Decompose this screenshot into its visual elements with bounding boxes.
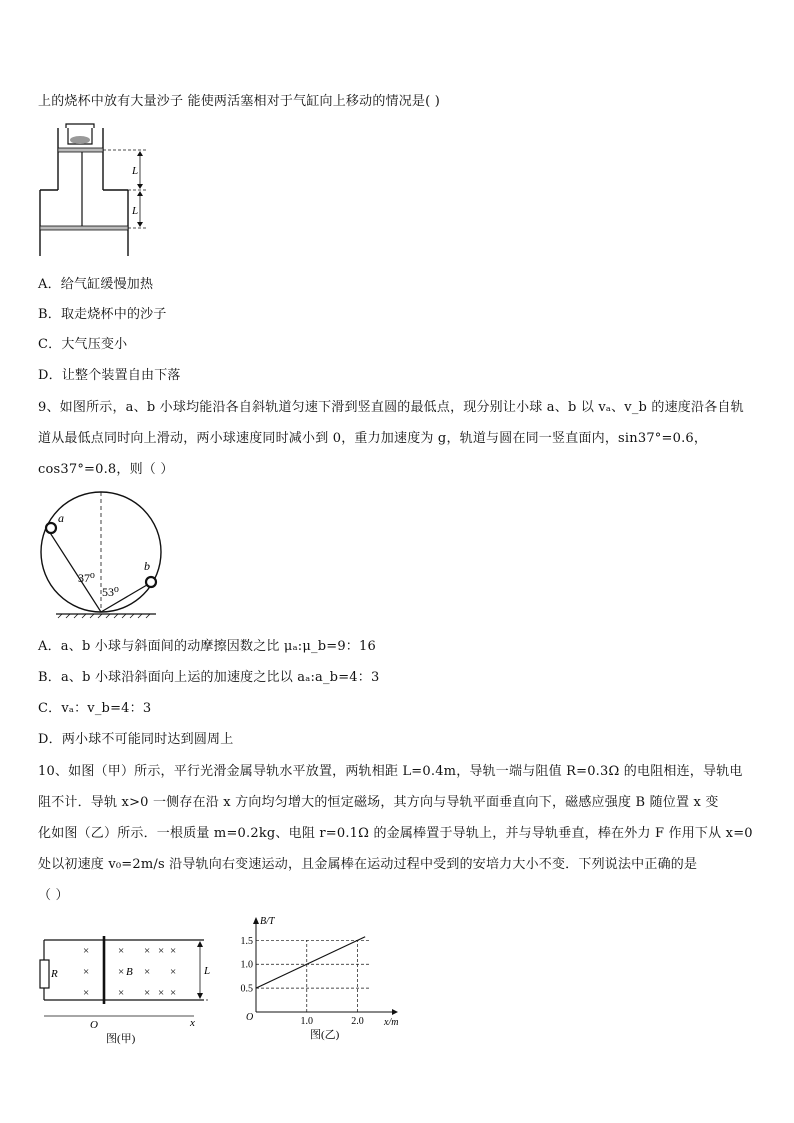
- q9-stem-line-1: 9、如图所示，a、b 小球均能沿各自斜轨道匀速下滑到竖直圆的最低点，现分别让小球 a、b 以 vₐ、v_b 的速度沿各自轨: [38, 400, 744, 415]
- field-cross: ×: [144, 945, 151, 957]
- q10-rail-figure: [38, 930, 218, 1050]
- chart-series-line: [256, 937, 365, 988]
- chart-y-tick-label: 1.5: [240, 935, 253, 947]
- chart-y-tick-label: 1.0: [240, 959, 253, 971]
- q9-label-a: a: [58, 511, 64, 525]
- q10-stem-line-5: （ ）: [38, 888, 69, 903]
- q9-angle-37: 37⁰: [78, 571, 95, 585]
- chart-x-label: x/m: [384, 1017, 399, 1028]
- field-cross: ×: [83, 945, 90, 957]
- q8-option-d: D．让整个装置自由下落: [38, 368, 181, 383]
- q9-stem-line-3: cos37°=0.8，则（ ）: [38, 462, 174, 477]
- q8-option-a: A．给气缸缓慢加热: [38, 277, 154, 292]
- chart-y-tick-label: 0.5: [240, 983, 253, 995]
- q8-option-b: B．取走烧杯中的沙子: [38, 307, 167, 322]
- q10-label-O: O: [90, 1019, 98, 1031]
- q10-caption-a: 图(甲): [106, 1033, 136, 1045]
- field-cross: ×: [170, 945, 177, 957]
- q10-label-L: L: [204, 965, 211, 977]
- chart-x-tick-label: 1.0: [300, 1016, 314, 1027]
- q8-label-L-top: L: [132, 165, 139, 177]
- q10-caption-b: 图(乙): [310, 1029, 340, 1041]
- field-cross: ×: [118, 945, 125, 957]
- q9-label-b: b: [144, 559, 150, 573]
- q10-label-R: R: [51, 968, 58, 980]
- q9-circle-figure: [38, 488, 178, 628]
- q9-stem-line-2: 道从最低点同时向上滑动，两小球速度同时减小到 0，重力加速度为 g，轨道与圆在同一竖直面内，sin37°=0.6，: [38, 431, 708, 446]
- q9-option-a: A．a、b 小球与斜面间的动摩擦因数之比 μₐ:μ_b=9：16: [38, 639, 376, 654]
- field-cross: ×: [83, 966, 90, 978]
- field-cross: ×: [83, 987, 90, 999]
- q9-option-c: C．vₐ：v_b=4：3: [38, 701, 152, 716]
- q9-option-d: D．两小球不可能同时达到圆周上: [38, 732, 234, 747]
- q8-label-L-bottom: L: [132, 205, 139, 217]
- chart-origin: O: [246, 1012, 254, 1023]
- q9-angle-53: 53⁰: [102, 585, 119, 599]
- q8-stem-tail: 上的烧杯中放有大量沙子 能使两活塞相对于气缸向上移动的情况是( ): [38, 94, 441, 109]
- field-cross: ×: [170, 987, 177, 999]
- chart-y-label: B/T: [260, 916, 275, 927]
- field-cross: ×: [118, 966, 125, 978]
- field-cross: ×: [144, 966, 151, 978]
- field-cross: ×: [158, 987, 165, 999]
- q10-stem-line-3: 化如图（乙）所示．一根质量 m=0.2kg、电阻 r=0.1Ω 的金属棒置于导轨上，并与导轨垂直，棒在外力 F 作用下从 x=0: [38, 826, 753, 841]
- field-cross: ×: [118, 987, 125, 999]
- q10-label-x: x: [190, 1017, 195, 1029]
- q10-stem-line-4: 处以初速度 v₀=2m/s 沿导轨向右变速运动，且金属棒在运动过程中受到的安培力大小不变．下列说法中正确的是: [38, 857, 698, 872]
- q10-stem-line-2: 阻不计．导轨 x>0 一侧存在沿 x 方向均匀增大的恒定磁场，其方向与导轨平面垂直向下，磁感应强度 B 随位置 x 变: [38, 795, 719, 810]
- q8-option-c: C．大气压变小: [38, 337, 128, 352]
- field-cross: ×: [170, 966, 177, 978]
- q10-label-B: B: [126, 966, 133, 978]
- chart-x-tick-label: 2.0: [351, 1016, 364, 1027]
- field-cross: ×: [158, 945, 165, 957]
- field-cross: ×: [144, 987, 151, 999]
- q10-stem-line-1: 10、如图（甲）所示，平行光滑金属导轨水平放置，两轨相距 L=0.4m，导轨一端与阻值 R=0.3Ω 的电阻相连，导轨电: [38, 764, 743, 779]
- q9-option-b: B．a、b 小球沿斜面向上运的加速度之比以 aₐ:a_b=4：3: [38, 670, 380, 685]
- q8-piston-figure: [36, 122, 166, 260]
- q10-bx-chart: [232, 912, 412, 1047]
